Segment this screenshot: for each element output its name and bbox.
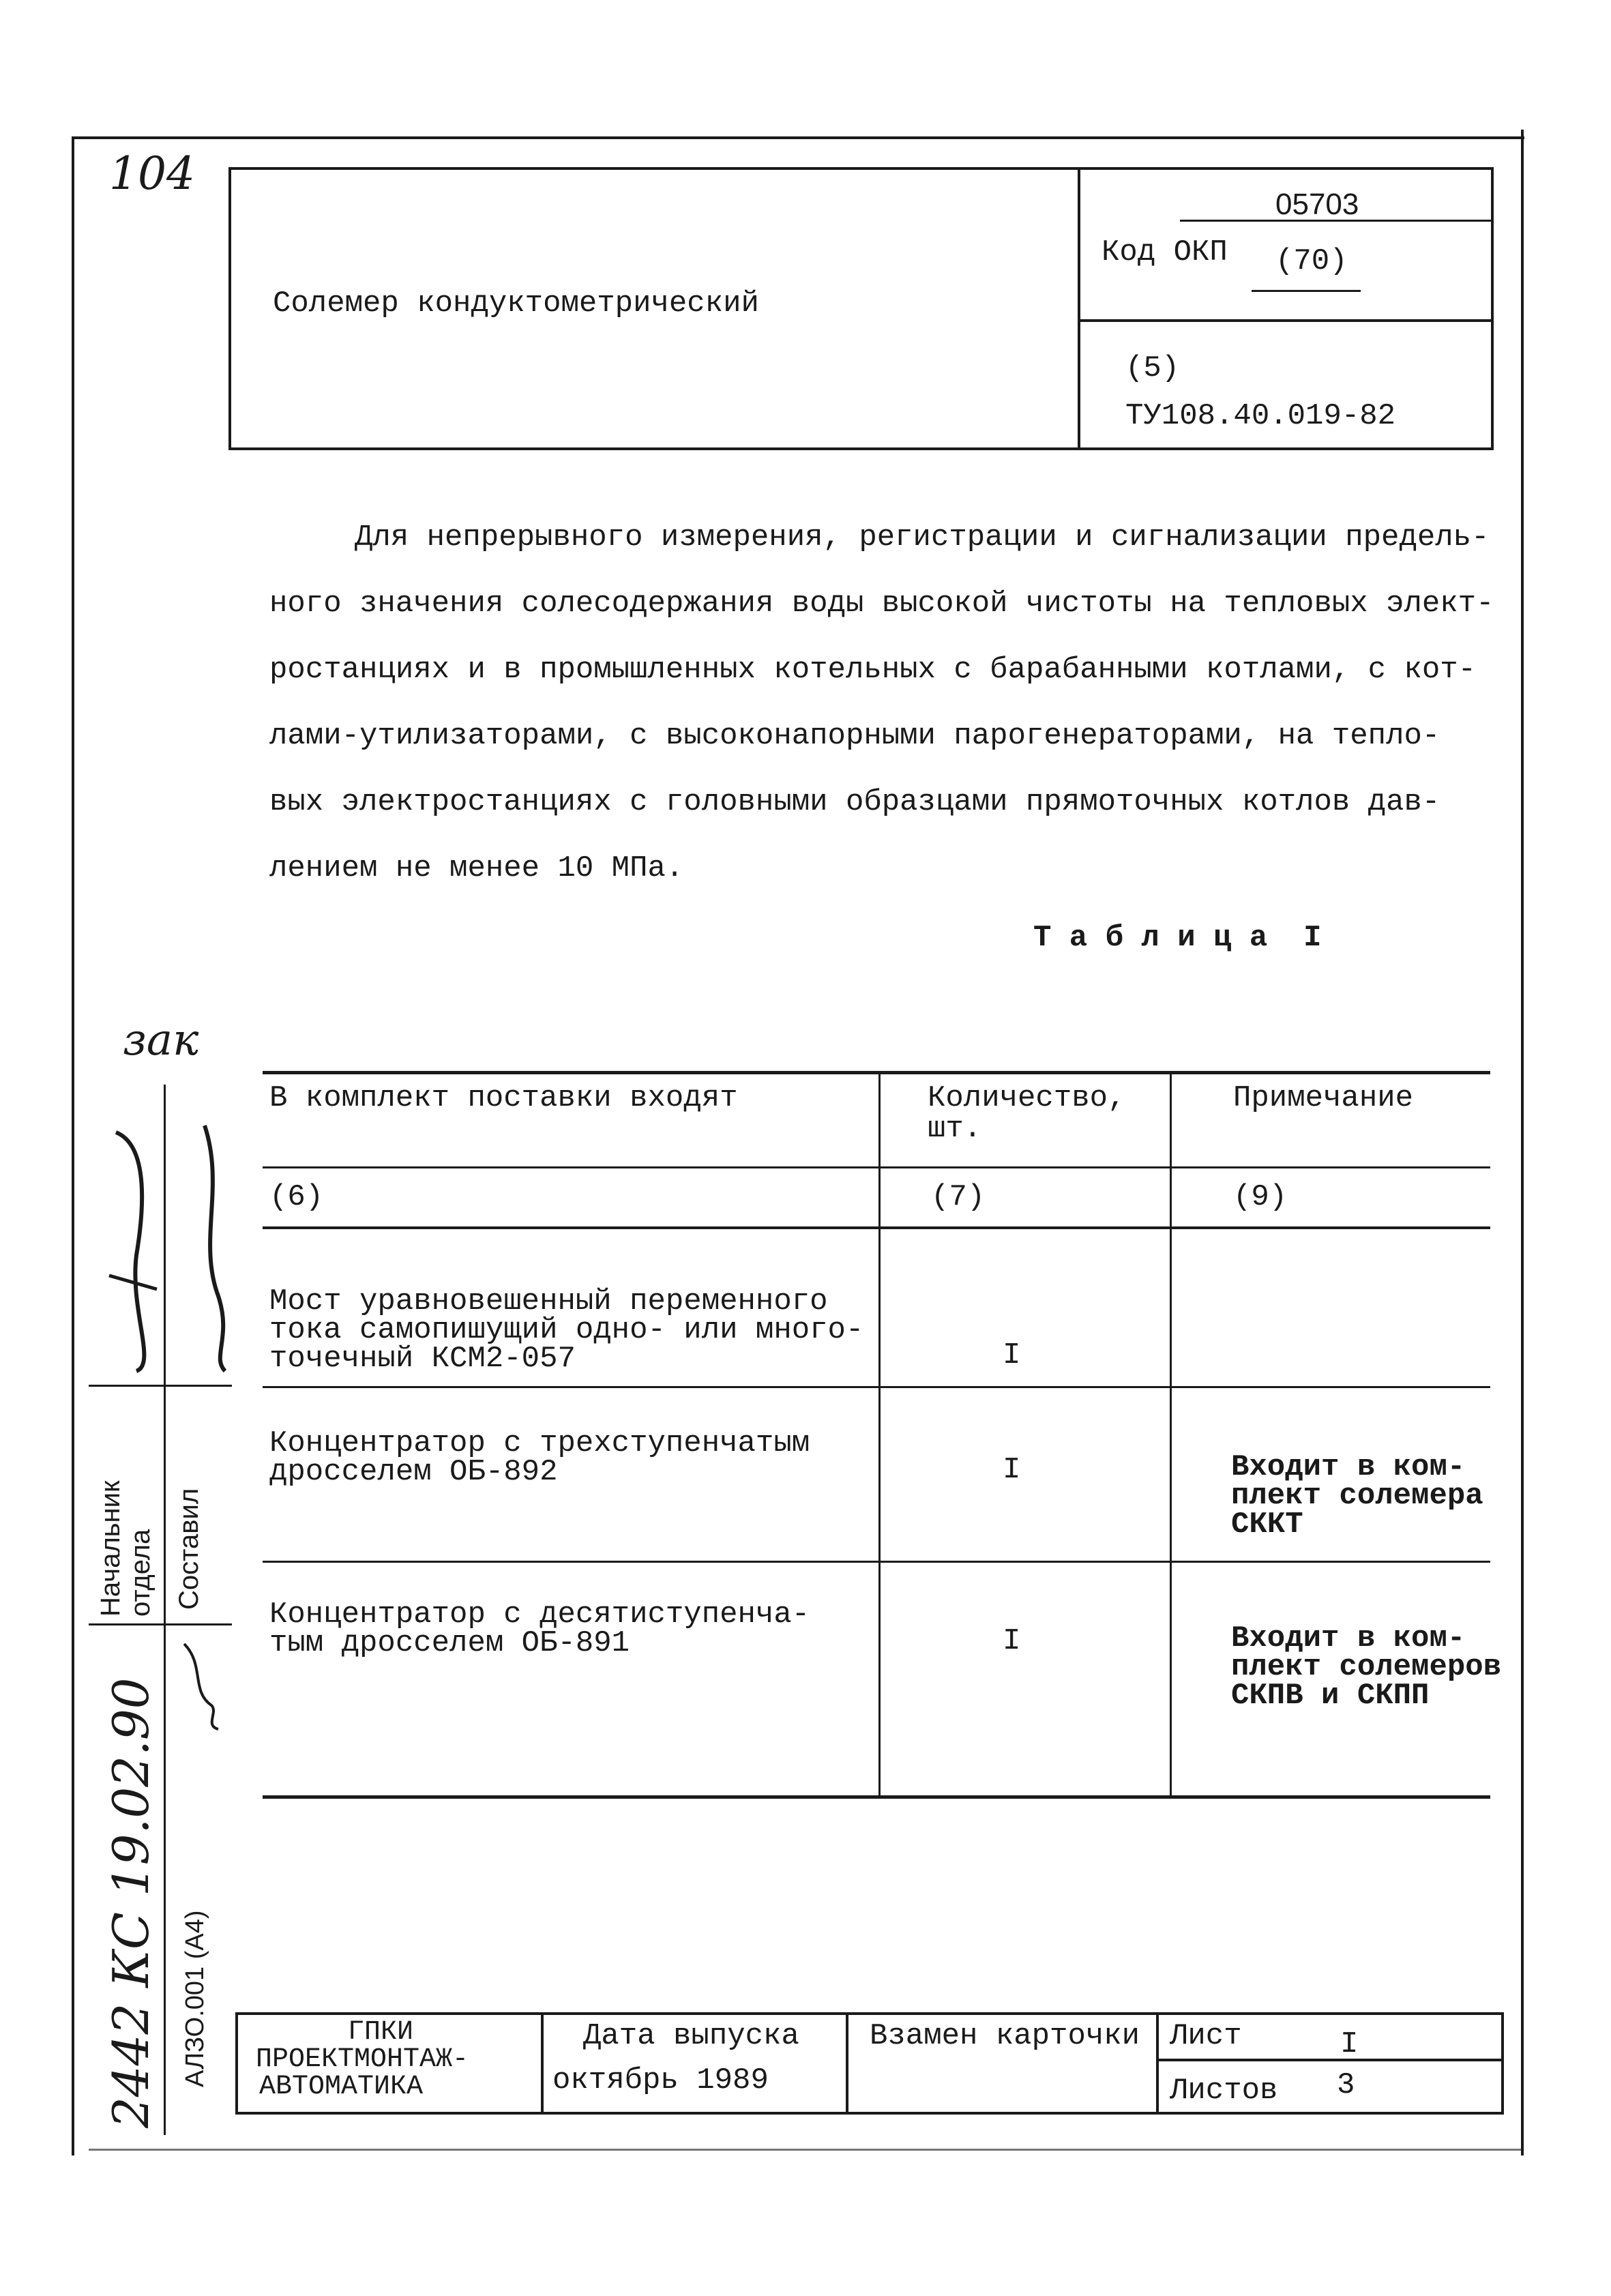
table-cell-note: Входит в ком- xyxy=(1231,1621,1466,1655)
description-line: лением не менее 10 МПа. xyxy=(269,851,684,885)
okp-code-field: (70) xyxy=(1275,244,1348,278)
footer-replaces-label: Взамен карточки xyxy=(870,2019,1140,2053)
frame-left-line xyxy=(72,136,74,2155)
description-line: Для непрерывного измерения, регистрации и сигнализации предель- xyxy=(355,520,1490,555)
side-stamp-form-code: АЛЗО.001 (А4) xyxy=(181,1910,209,2087)
table-cell-item: точечный КСМ2-057 xyxy=(269,1342,576,1376)
footer-divider xyxy=(1156,2012,1159,2115)
side-stamp-heads-label: Начальник отдела xyxy=(95,1480,156,1617)
side-stamp-compiled-label: Составил xyxy=(174,1488,204,1610)
signature-graphic xyxy=(95,1105,252,1378)
footer-org-line: ПРОЕКТМОНТАЖ- xyxy=(256,2044,469,2075)
table-field-code: (7) xyxy=(931,1180,986,1214)
table-bottom-line xyxy=(263,1795,1490,1799)
table-cell-item: дросселем ОБ-892 xyxy=(269,1455,558,1489)
table-cell-item: тым дросселем ОБ-891 xyxy=(269,1626,630,1660)
table-field-code: (6) xyxy=(269,1180,324,1214)
spec-number: ТУ108.40.019-82 xyxy=(1125,399,1396,433)
table-header-quantity: Количество, xyxy=(928,1081,1126,1115)
table-cell-item: Мост уравновешенный переменного xyxy=(269,1284,828,1319)
product-name: Солемер кондуктометрический xyxy=(273,286,759,321)
table-cell-note: СККТ xyxy=(1231,1507,1303,1542)
footer-sheets-label: Листов xyxy=(1170,2074,1278,2108)
table-field-code: (9) xyxy=(1233,1180,1288,1214)
table-header-items: В комплект поставки входят xyxy=(269,1081,738,1115)
table-cell-qty: I xyxy=(1003,1624,1021,1658)
header-divider-horizontal xyxy=(1078,319,1494,322)
okp-code-label: Код ОКП xyxy=(1102,235,1228,269)
frame-top-line xyxy=(72,136,1524,139)
footer-sheet-label: Лист xyxy=(1170,2019,1242,2053)
table-cell-item: тока самопишущий одно- или много- xyxy=(269,1313,864,1347)
table-header-quantity-unit: шт. xyxy=(928,1112,982,1146)
footer-divider xyxy=(846,2012,848,2115)
frame-bottom-line xyxy=(89,2149,1521,2151)
initials-graphic xyxy=(177,1637,232,1733)
okp-code-value: 05703 xyxy=(1275,188,1359,221)
footer-sheet-line xyxy=(1156,2059,1504,2061)
table-header-note: Примечание xyxy=(1233,1081,1414,1115)
table-header-line xyxy=(263,1166,1490,1168)
table-row xyxy=(263,1563,1502,1795)
table-row xyxy=(263,1388,1490,1561)
table-cell-item: Концентратор с трехступенчатым xyxy=(269,1426,810,1460)
description-line: ного значения солесодержания воды высокой чистоты на тепловых элект- xyxy=(269,587,1494,621)
table-title: Т а б л и ц а I xyxy=(1033,921,1322,955)
footer-org-line: ГПКИ xyxy=(348,2017,414,2048)
table-top-line xyxy=(263,1071,1490,1074)
page-number: 104 xyxy=(109,147,195,200)
table-cell-note: плект солемера xyxy=(1231,1479,1483,1513)
description-paragraph xyxy=(269,505,1497,902)
table-cell-note: СКПВ и СКПП xyxy=(1231,1679,1430,1713)
footer-divider xyxy=(541,2012,544,2115)
description-line: лами-утилизаторами, с высоконапорными парогенераторами, на тепло- xyxy=(269,719,1440,753)
side-stamp-line xyxy=(89,1385,232,1387)
table-cell-note: Входит в ком- xyxy=(1231,1450,1466,1484)
description-line: вых электростанциях с головными образцами прямоточных котлов дав- xyxy=(269,785,1440,819)
footer-org-line: АВТОМАТИКА xyxy=(259,2072,424,2102)
footer-sheets-value: 3 xyxy=(1337,2068,1355,2102)
table-cell-qty: I xyxy=(1003,1453,1021,1487)
footer-sheet-value: I xyxy=(1340,2027,1359,2061)
table-row xyxy=(263,1229,1490,1386)
side-stamp-line xyxy=(89,1623,232,1625)
frame-right-line xyxy=(1521,130,1524,2155)
footer-issue-date-label: Дата выпуска xyxy=(583,2019,799,2053)
table-cell-qty: I xyxy=(1003,1338,1021,1372)
okp-field-underline xyxy=(1252,290,1361,292)
footer-issue-date: октябрь 1989 xyxy=(552,2063,769,2098)
side-stamp-annotation: зак xyxy=(123,1015,199,1065)
header-divider-vertical xyxy=(1078,167,1080,450)
side-stamp-handwritten-date: 2442 КС 19.02.90 xyxy=(102,1677,160,2128)
spec-field: (5) xyxy=(1125,351,1180,385)
table-cell-note: плект солемеров xyxy=(1231,1650,1502,1684)
table-cell-item: Концентратор с десятиступенча- xyxy=(269,1598,810,1632)
description-line: ростанциях и в промышленных котельных с барабанными котлами, с кот- xyxy=(269,653,1477,687)
